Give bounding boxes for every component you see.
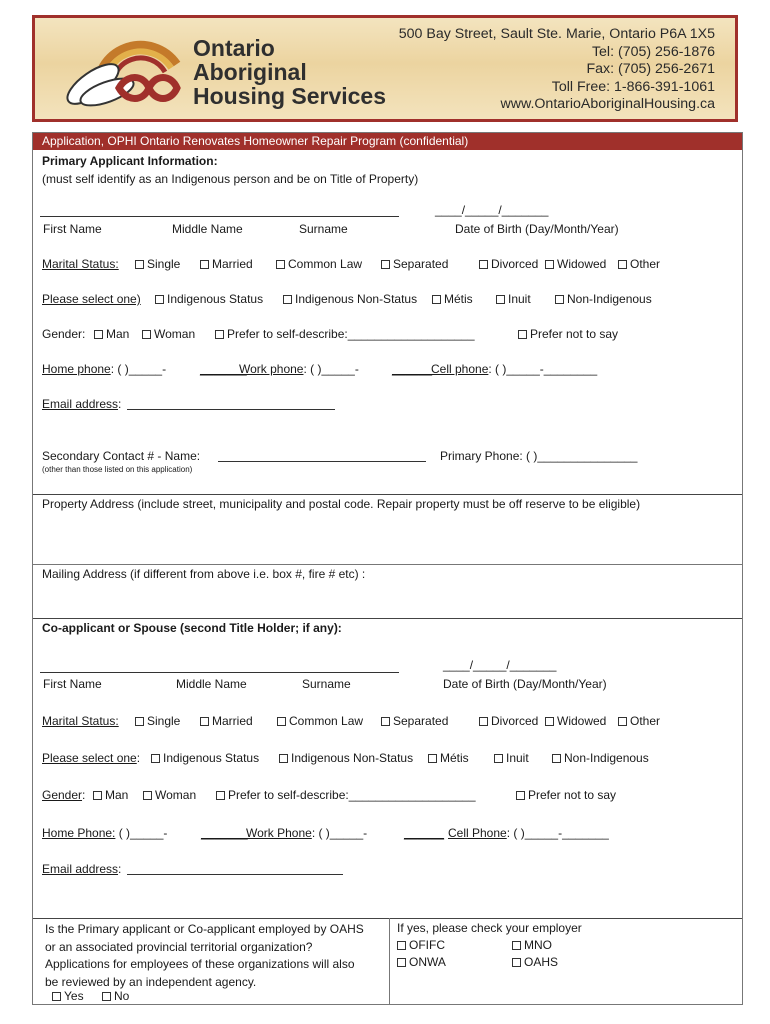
- dob-label: Date of Birth (Day/Month/Year): [455, 222, 619, 236]
- marital-married-checkbox[interactable]: Married: [200, 257, 253, 271]
- work-phone-label-blank: _______: [200, 362, 247, 376]
- first-name-label: First Name: [43, 222, 102, 236]
- status-inuit-checkbox[interactable]: Inuit: [496, 292, 531, 306]
- employer-label: If yes, please check your employer: [397, 921, 582, 935]
- marital-widowed-checkbox[interactable]: Widowed: [545, 257, 606, 271]
- form-title: Application, OPHI Ontario Renovates Homeowner Repair Program (confidential): [33, 133, 742, 150]
- coapplicant-heading: Co-applicant or Spouse (second Title Holder; if any):: [42, 621, 342, 635]
- co-work-phone-label-blank: _______: [201, 826, 248, 840]
- co-marital-status-label: Marital Status:: [42, 714, 119, 728]
- oahs-logo-icon: [57, 24, 187, 116]
- co-first-name-label: First Name: [43, 677, 102, 691]
- co-cell-phone-label-blank: ______: [404, 826, 445, 840]
- org-name-line3: Housing Services: [193, 83, 387, 109]
- co-marital-married-checkbox[interactable]: Married: [200, 714, 253, 728]
- section-divider: [33, 494, 742, 495]
- co-gender-selfdescribe-checkbox[interactable]: Prefer to self-describe:___________________: [216, 788, 476, 802]
- secondary-note: (other than those listed on this application): [42, 465, 193, 474]
- letterhead-banner: [32, 15, 738, 122]
- employment-question: Is the Primary applicant or Co-applicant employed by OAHS or an associated provincial territorial organization? Applications for employees of these organizations will also be reviewed by an independent agency.: [45, 922, 364, 989]
- gender-label: Gender:: [42, 327, 86, 341]
- employer-ofifc-checkbox[interactable]: OFIFC: [397, 938, 445, 952]
- gender-selfdescribe-checkbox[interactable]: Prefer to self-describe:___________________: [215, 327, 475, 341]
- co-middle-name-label: Middle Name: [176, 677, 247, 691]
- name-input[interactable]: [40, 216, 399, 217]
- co-status-nonstatus-checkbox[interactable]: Indigenous Non-Status: [279, 751, 413, 765]
- marital-single-checkbox[interactable]: Single: [135, 257, 180, 271]
- email-input-line[interactable]: [127, 409, 335, 410]
- marital-separated-checkbox[interactable]: Separated: [381, 257, 448, 271]
- co-gender-man-checkbox[interactable]: Man: [93, 788, 128, 802]
- primary-heading: Primary Applicant Information:: [42, 154, 218, 168]
- primary-note: (must self identify as an Indigenous person and be on Title of Property): [42, 172, 419, 186]
- section-divider: [33, 918, 742, 919]
- co-work-phone-field[interactable]: Work Phone: ( )_____-: [246, 826, 368, 840]
- website-link[interactable]: www.OntarioAboriginalHousing.ca: [500, 96, 715, 113]
- cell-phone-label-blank: ______: [392, 362, 433, 376]
- gender-woman-checkbox[interactable]: Woman: [142, 327, 195, 341]
- gender-prefernot-checkbox[interactable]: Prefer not to say: [518, 327, 618, 341]
- organization-name: [193, 36, 386, 108]
- middle-name-label: Middle Name: [172, 222, 243, 236]
- co-marital-single-checkbox[interactable]: Single: [135, 714, 180, 728]
- employed-yes-checkbox[interactable]: Yes: [52, 989, 84, 1003]
- status-metis-checkbox[interactable]: Métis: [432, 292, 473, 306]
- marital-other-checkbox[interactable]: Other: [618, 257, 660, 271]
- column-divider: [389, 918, 390, 1005]
- co-gender-woman-checkbox[interactable]: Woman: [143, 788, 196, 802]
- mailing-address-label: Mailing Address (if different from above i.e. box #, fire # etc) :: [42, 567, 366, 581]
- marital-divorced-checkbox[interactable]: Divorced: [479, 257, 538, 271]
- co-marital-commonlaw-checkbox[interactable]: Common Law: [277, 714, 363, 728]
- tollfree-text: Toll Free: 1-866-391-1061: [551, 78, 715, 95]
- co-marital-other-checkbox[interactable]: Other: [618, 714, 660, 728]
- employer-oahs-checkbox[interactable]: OAHS: [512, 955, 558, 969]
- co-email-field[interactable]: Email address:: [42, 862, 122, 876]
- fax-text: Fax: (705) 256-2671: [586, 61, 715, 78]
- cell-phone-field[interactable]: Cell phone: ( )_____-________: [431, 362, 598, 376]
- status-nonindigenous-checkbox[interactable]: Non-Indigenous: [555, 292, 652, 306]
- co-marital-divorced-checkbox[interactable]: Divorced: [479, 714, 538, 728]
- co-status-inuit-checkbox[interactable]: Inuit: [494, 751, 529, 765]
- property-address-label: Property Address (include street, municipality and postal code. Repair property must be off reserve to be eligible): [42, 497, 641, 511]
- co-gender-prefernot-checkbox[interactable]: Prefer not to say: [516, 788, 616, 802]
- employer-mno-checkbox[interactable]: MNO: [512, 938, 552, 952]
- co-status-nonindigenous-checkbox[interactable]: Non-Indigenous: [552, 751, 649, 765]
- status-nonstatus-checkbox[interactable]: Indigenous Non-Status: [283, 292, 417, 306]
- co-dob-label: Date of Birth (Day/Month/Year): [443, 677, 607, 691]
- co-status-metis-checkbox[interactable]: Métis: [428, 751, 469, 765]
- org-name-line1: Ontario: [193, 35, 275, 61]
- co-status-indigenous-checkbox[interactable]: Indigenous Status: [151, 751, 259, 765]
- home-phone-field[interactable]: Home phone: ( )_____-: [42, 362, 167, 376]
- secondary-primary-phone[interactable]: Primary Phone: ( )_______________: [440, 449, 638, 463]
- contact-block: [399, 26, 715, 114]
- org-name-line2: Aboriginal: [193, 59, 307, 85]
- secondary-contact-label: Secondary Contact # - Name:: [42, 449, 201, 463]
- address-text: 500 Bay Street, Sault Ste. Marie, Ontario P6A 1X5: [398, 26, 715, 42]
- employed-no-checkbox[interactable]: No: [102, 989, 129, 1003]
- co-name-input[interactable]: [40, 672, 399, 673]
- section-divider: [33, 564, 742, 565]
- co-marital-widowed-checkbox[interactable]: Widowed: [545, 714, 606, 728]
- co-marital-separated-checkbox[interactable]: Separated: [381, 714, 448, 728]
- marital-commonlaw-checkbox[interactable]: Common Law: [276, 257, 362, 271]
- status-select-label: Please select one): [42, 292, 141, 306]
- employer-onwa-checkbox[interactable]: ONWA: [397, 955, 446, 969]
- email-field[interactable]: Email address:: [42, 397, 122, 411]
- dob-input[interactable]: ____/_____/_______: [435, 203, 549, 217]
- tel-text: Tel: (705) 256-1876: [591, 43, 715, 60]
- co-gender-label: Gender:: [42, 788, 86, 802]
- status-indigenous-checkbox[interactable]: Indigenous Status: [155, 292, 263, 306]
- marital-status-label: Marital Status:: [42, 257, 119, 271]
- co-dob-input[interactable]: ____/_____/_______: [443, 658, 557, 672]
- co-cell-phone-field[interactable]: Cell Phone: ( )_____-_______: [448, 826, 609, 840]
- surname-label: Surname: [299, 222, 348, 236]
- gender-man-checkbox[interactable]: Man: [94, 327, 129, 341]
- secondary-contact-input[interactable]: [218, 461, 426, 462]
- section-divider: [33, 618, 742, 619]
- co-status-select-label: Please select one:: [42, 751, 141, 765]
- work-phone-field[interactable]: Work phone: ( )_____-: [239, 362, 359, 376]
- co-email-input-line[interactable]: [127, 874, 343, 875]
- co-surname-label: Surname: [302, 677, 351, 691]
- co-home-phone-field[interactable]: Home Phone: ( )_____-: [42, 826, 168, 840]
